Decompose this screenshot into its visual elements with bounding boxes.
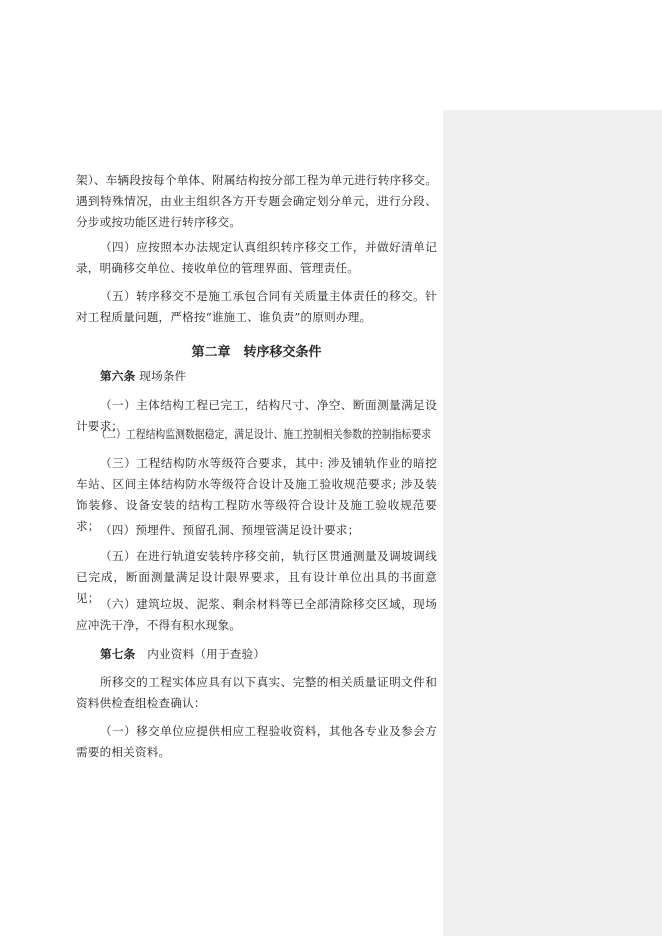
list-item: （三）工程结构防水等级符合要求，其中: 涉及铺轨作业的暗挖车站、区间主体结构防水等级符合设计及施工验收规范要求; 涉及装饰装修、设备安装的结构工程防水等级符合设计及施工验收规范要求；: [76, 456, 437, 533]
paragraph: 所移交的工程实体应具有以下真实、完整的相关质量证明文件和资料供检查组检查确认：: [76, 675, 437, 710]
article-heading: [76, 366, 437, 387]
paragraph: （四）应按照本办法规定认真组织转序移交工作，并做好清单记录，明确移交单位、接收单位的管理界面、管理责任。: [76, 240, 437, 275]
list-item: （四）预埋件、预留孔洞、预埋管满足设计要求；: [100, 523, 360, 537]
list-item: （一）主体结构工程已完工，结构尺寸、净空、断面测量满足设计要求；: [76, 398, 437, 433]
article-title: 内业资料（用于查验）: [147, 647, 266, 661]
list-item: （六）建筑垃圾、泥浆、剩余材料等已全部清除移交区域，现场应冲洗干净，不得有积水现象。: [76, 597, 437, 632]
chapter-heading: 第二章 转序移交条件: [191, 345, 322, 360]
article-label: 第七条: [100, 647, 136, 661]
article-title: 现场条件: [139, 369, 187, 383]
list-item: （二）工程结构监测数据稳定，满足设计、施工控制相关参数的控制指标要求: [96, 427, 432, 441]
article-heading: [76, 644, 437, 665]
paragraph: （五）转序移交不是施工承包合同有关质量主体责任的移交。针对工程质量问题，严格按“谁施工、谁负责”的原则办理。: [76, 289, 437, 324]
comment-pane: [443, 110, 662, 936]
paragraph: 架）、车辆段按每个单体、附属结构按分部工程为单元进行转序移交。遇到特殊情况，由业主组织各方开专题会确定划分单元，进行分段、分步或按功能区进行转序移交。: [76, 173, 437, 229]
article-label: 第六条: [100, 369, 136, 383]
list-item: （一）移交单位应提供相应工程验收资料，其他各专业及参会方需要的相关资料。: [76, 724, 437, 759]
list-item: （五）在进行轨道安装转序移交前，轨行区贯通测量及调坡调线已完成，断面测量满足设计限界要求，且有设计单位出具的书面意见；: [76, 549, 437, 605]
